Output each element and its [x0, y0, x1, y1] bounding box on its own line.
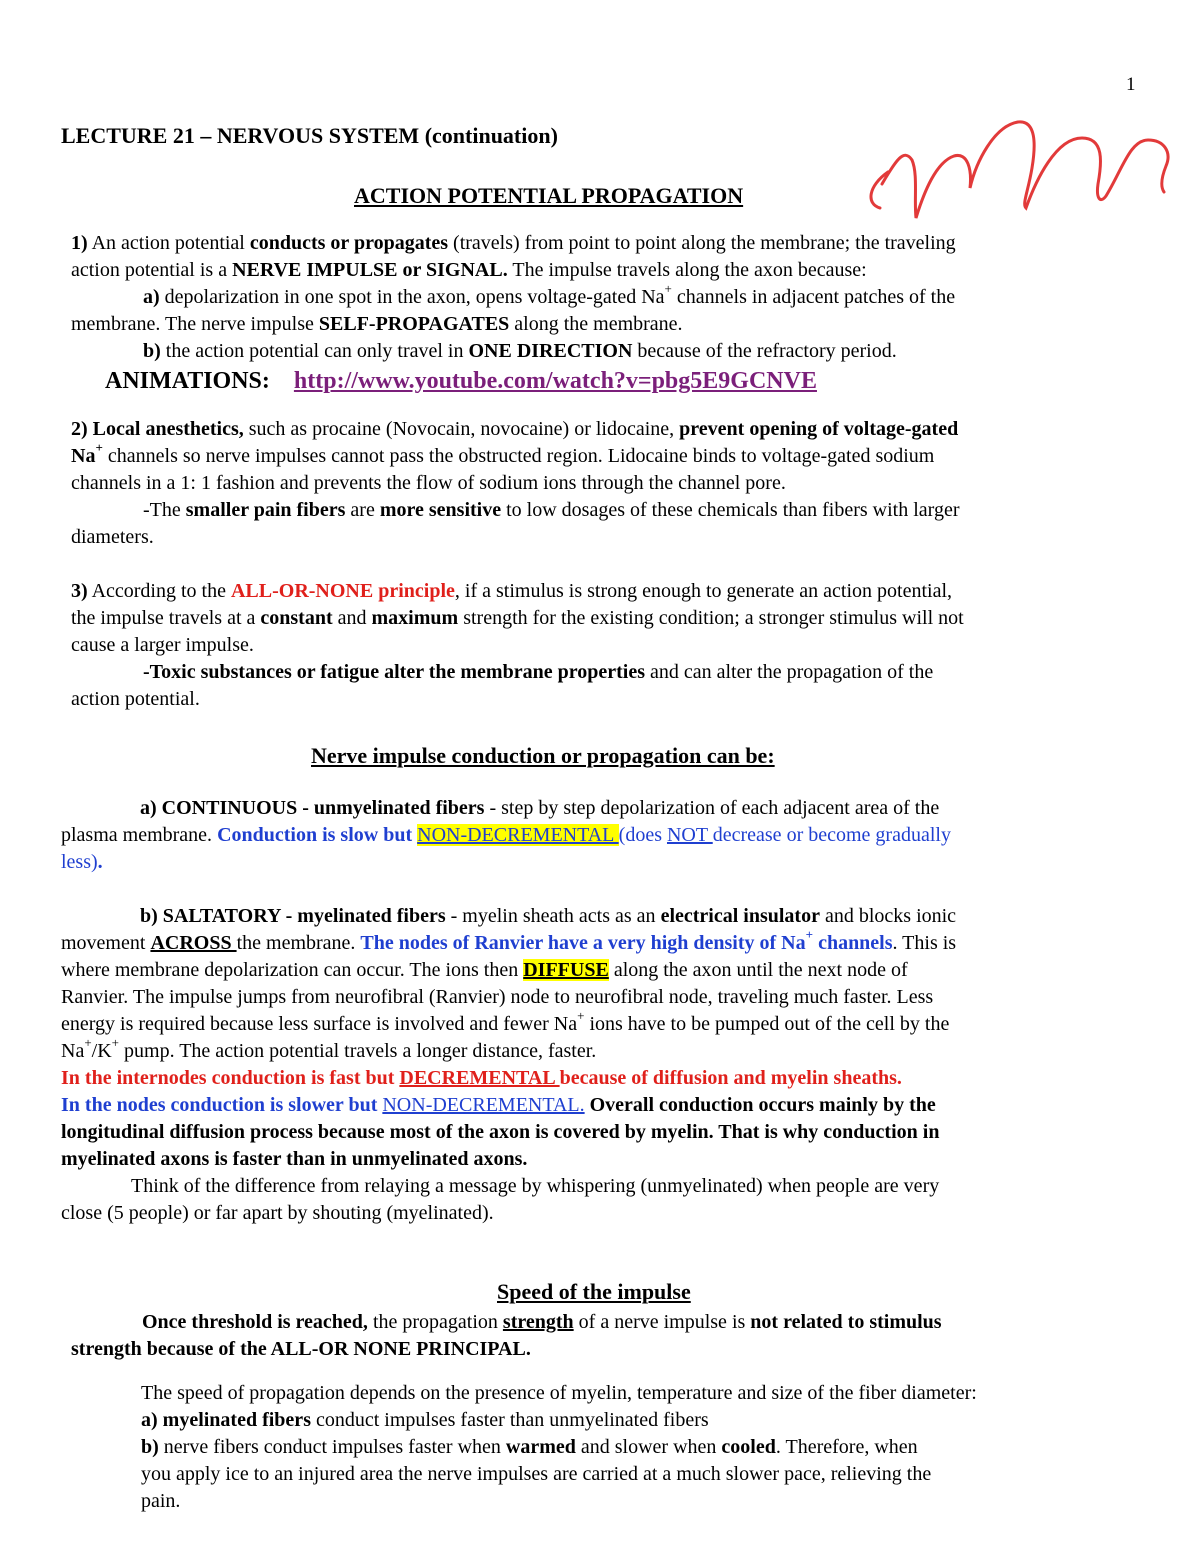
ps-line5: b) nerve fibers conduct impulses faster when warmed and slower when cooled. Therefore, when	[141, 1436, 918, 1458]
pb-line7-red: In the internodes conduction is fast but DECREMENTAL because of diffusion and myelin sheaths.	[61, 1067, 902, 1089]
page-number: 1	[1126, 74, 1136, 95]
ps-line6: you apply ice to an injured area the nerve impulses are carried at a much slower pace, relieving the	[141, 1463, 932, 1485]
pb-line11: Think of the difference from relaying a message by whispering (unmyelinated) when people are very	[131, 1175, 940, 1197]
animations-row	[105, 369, 817, 393]
p2-line3: channels in a 1: 1 fashion and prevents the flow of sodium ions through the channel pore.	[71, 472, 786, 494]
p1a-line2: membrane. The nerve impulse SELF-PROPAGATES along the membrane.	[71, 313, 683, 335]
p3-line2: the impulse travels at a constant and maximum strength for the existing condition; a stronger stimulus will not	[71, 607, 964, 629]
pb-line4: Ranvier. The impulse jumps from neurofibral (Ranvier) node to neurofibral node, traveling much faster. Less	[61, 986, 934, 1008]
handwritten-signature	[860, 100, 1180, 240]
pb-line3: where membrane depolarization can occur. The ions then DIFFUSE along the axon until the next node of	[61, 959, 908, 981]
ps-line2: strength because of the ALL-OR NONE PRINCIPAL.	[71, 1338, 531, 1360]
p1-line2: action potential is a NERVE IMPULSE or SIGNAL. The impulse travels along the axon because:	[71, 259, 867, 281]
pb-line8: In the nodes conduction is slower but NON-DECREMENTAL. Overall conduction occurs mainly by the	[61, 1094, 936, 1116]
p3-line3: cause a larger impulse.	[71, 634, 254, 656]
p1-line1: 1) An action potential conducts or propagates (travels) from point to point along the membrane; the traveling	[71, 232, 956, 254]
pb-line12: close (5 people) or far apart by shouting (myelinated).	[61, 1202, 494, 1224]
pb-line5: energy is required because less surface is involved and fewer Na+ ions have to be pumped out of the cell by the	[61, 1008, 950, 1035]
section-heading-speed: Speed of the impulse	[497, 1279, 691, 1304]
ps-line3: The speed of propagation depends on the presence of myelin, temperature and size of the fiber diameter:	[141, 1382, 977, 1404]
p2-line2: Na+ channels so nerve impulses cannot pass the obstructed region. Lidocaine binds to voltage-gated sodium	[71, 440, 935, 467]
lecture-title: LECTURE 21 – NERVOUS SYSTEM (continuation)	[61, 123, 558, 148]
pb-line1: b) SALTATORY - myelinated fibers - myelin sheath acts as an electrical insulator and blocks ionic	[140, 905, 957, 927]
pb-line9: longitudinal diffusion process because most of the axon is covered by myelin. That is why conduction in	[61, 1121, 940, 1143]
p1a-line1: a) depolarization in one spot in the axon, opens voltage-gated Na+ channels in adjacent patches of the	[143, 281, 956, 308]
p3-line4: -Toxic substances or fatigue alter the membrane properties and can alter the propagation of the	[143, 661, 934, 683]
pb-line10: myelinated axons is faster than in unmyelinated axons.	[61, 1148, 528, 1170]
animations-label: ANIMATIONS:	[105, 368, 270, 394]
pb-line6: Na+/K+ pump. The action potential travels a longer distance, faster.	[61, 1035, 597, 1062]
ps-line4: a) myelinated fibers conduct impulses faster than unmyelinated fibers	[141, 1409, 709, 1431]
animation-link[interactable]: http://www.youtube.com/watch?v=pbg5E9GCNVE	[293, 368, 817, 394]
p2-line4: -The smaller pain fibers are more sensitive to low dosages of these chemicals than fibers with larger	[143, 499, 960, 521]
p3-line1: 3) According to the ALL-OR-NONE principle, if a stimulus is strong enough to generate an action potential,	[71, 580, 952, 602]
pa-line1: a) CONTINUOUS - unmyelinated fibers - step by step depolarization of each adjacent area of the	[140, 797, 940, 819]
pa-line2: plasma membrane. Conduction is slow but NON-DECREMENTAL (does NOT decrease or become gradually	[61, 824, 951, 846]
ps-line7: pain.	[141, 1490, 181, 1512]
pa-line3: less).	[61, 851, 103, 873]
p2-line1: 2) Local anesthetics, such as procaine (Novocain, novocaine) or lidocaine, prevent opening of voltage-gated	[71, 418, 959, 440]
section-heading-conduction: Nerve impulse conduction or propagation can be:	[311, 743, 775, 768]
ps-line1: Once threshold is reached, the propagation strength of a nerve impulse is not related to stimulus	[142, 1311, 942, 1333]
pb-line2: movement ACROSS the membrane. The nodes of Ranvier have a very high density of Na+ channels. This is	[61, 927, 957, 954]
p2-line5: diameters.	[71, 526, 154, 548]
section-heading-action-potential: ACTION POTENTIAL PROPAGATION	[354, 183, 744, 208]
p3-line5: action potential.	[71, 688, 200, 710]
p1b-line: b) the action potential can only travel in ONE DIRECTION because of the refractory period.	[143, 340, 897, 362]
